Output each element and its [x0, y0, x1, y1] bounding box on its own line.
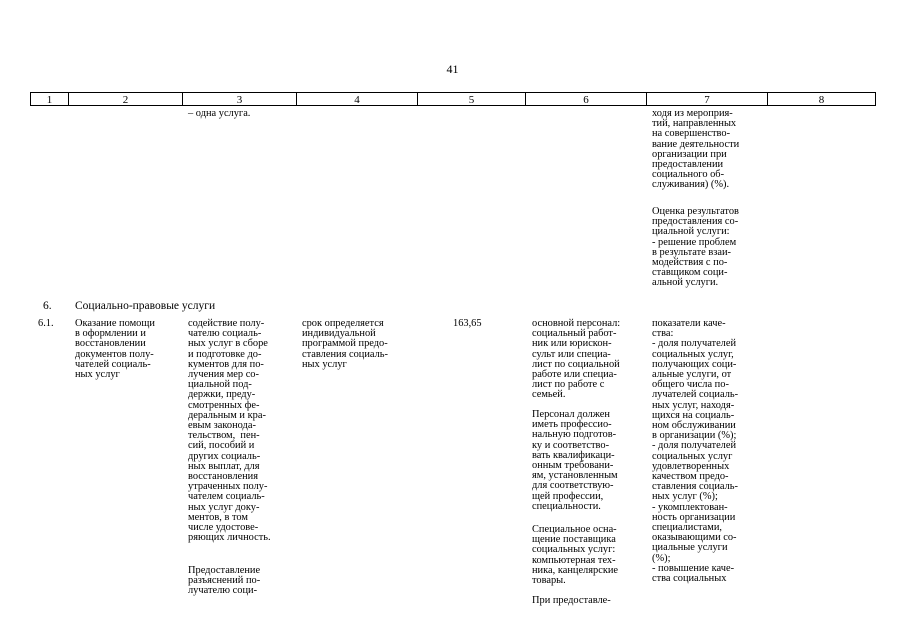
column-header-8: 8 — [768, 92, 876, 106]
service-term: срок определяется индивидуальной программой предо- ставления социаль- ных услуг — [302, 318, 388, 370]
quality-indicators: показатели каче- ства: - доля получателей социальных услуг, получающих соци- альные услуги, от общего числа по- лучателей социаль- ных услуг, находя- щихся на социаль- ном обслуживании в организации (%); - доля получателей социальных услуг удовлетворенных качеством предо- ставления социаль- ных услуг (%); - укомплектован- ность организации специалистами, оказывающими со- циальные услуги (%); - повышение каче- ства социальных — [652, 318, 739, 585]
staff-qualification: Персонал должен иметь профессио- нальную подготов- ку и соответство- вать квалификаци- онным требовани- ям, установленным для соответствую- щей профессии, специальности. — [532, 409, 618, 512]
staff-requirements: основной персонал: социальный работ- ник или юрискон- сульт или специа- лист по социальной работе или специа- лист по работе с семьей. — [532, 318, 621, 401]
column-header-6: 6 — [526, 92, 647, 106]
service-description: содействие полу- чателю социаль- ных услуг в сборе и подготовке до- кументов для по- лучения мер со- циальной под- держки, преду- смотренных фе- деральным и кра- евым законода- тельством, пен- сий, пособий и других социаль- ных выплат, для восстановления утраченных полу- чателем социаль- ных услуг доку- ментов, в том числе удостове- ряющих личность. — [188, 318, 271, 544]
service-tariff: 163,65 — [453, 318, 482, 329]
continued-quality-indicators: ходя из мероприя- тий, направленных на совершенство- вание деятельности организации при предоставлении социального об- служивания) (%). — [652, 108, 740, 191]
provision-conditions: При предоставле- — [532, 595, 611, 606]
section-title: Социально-правовые услуги — [75, 300, 216, 312]
continued-service-volume: – одна услуга. — [188, 108, 251, 119]
column-header-3: 3 — [183, 92, 297, 106]
column-header-2: 2 — [69, 92, 183, 106]
section-number: 6. — [43, 300, 52, 312]
special-equipment: Специальное осна- щение поставщика социальных услуг: компьютерная тех- ника, канцелярские товары. — [532, 524, 619, 587]
column-header-7: 7 — [647, 92, 768, 106]
continued-results-evaluation: Оценка результатов предоставления со- циальной услуги: - решение проблем в результате взаи- модействия с по- ставщиком соци- альной услуги. — [652, 206, 739, 289]
column-header-1: 1 — [30, 92, 69, 106]
column-header-4: 4 — [297, 92, 418, 106]
service-description-continued: Предоставление разъяснений по- лучателю соци- — [188, 565, 261, 597]
service-name: Оказание помощи в оформлении и восстановлении документов полу- чателей социаль- ных услуг — [75, 318, 155, 381]
row-number: 6.1. — [38, 318, 54, 329]
column-header-5: 5 — [418, 92, 526, 106]
page-number: 41 — [446, 62, 459, 76]
